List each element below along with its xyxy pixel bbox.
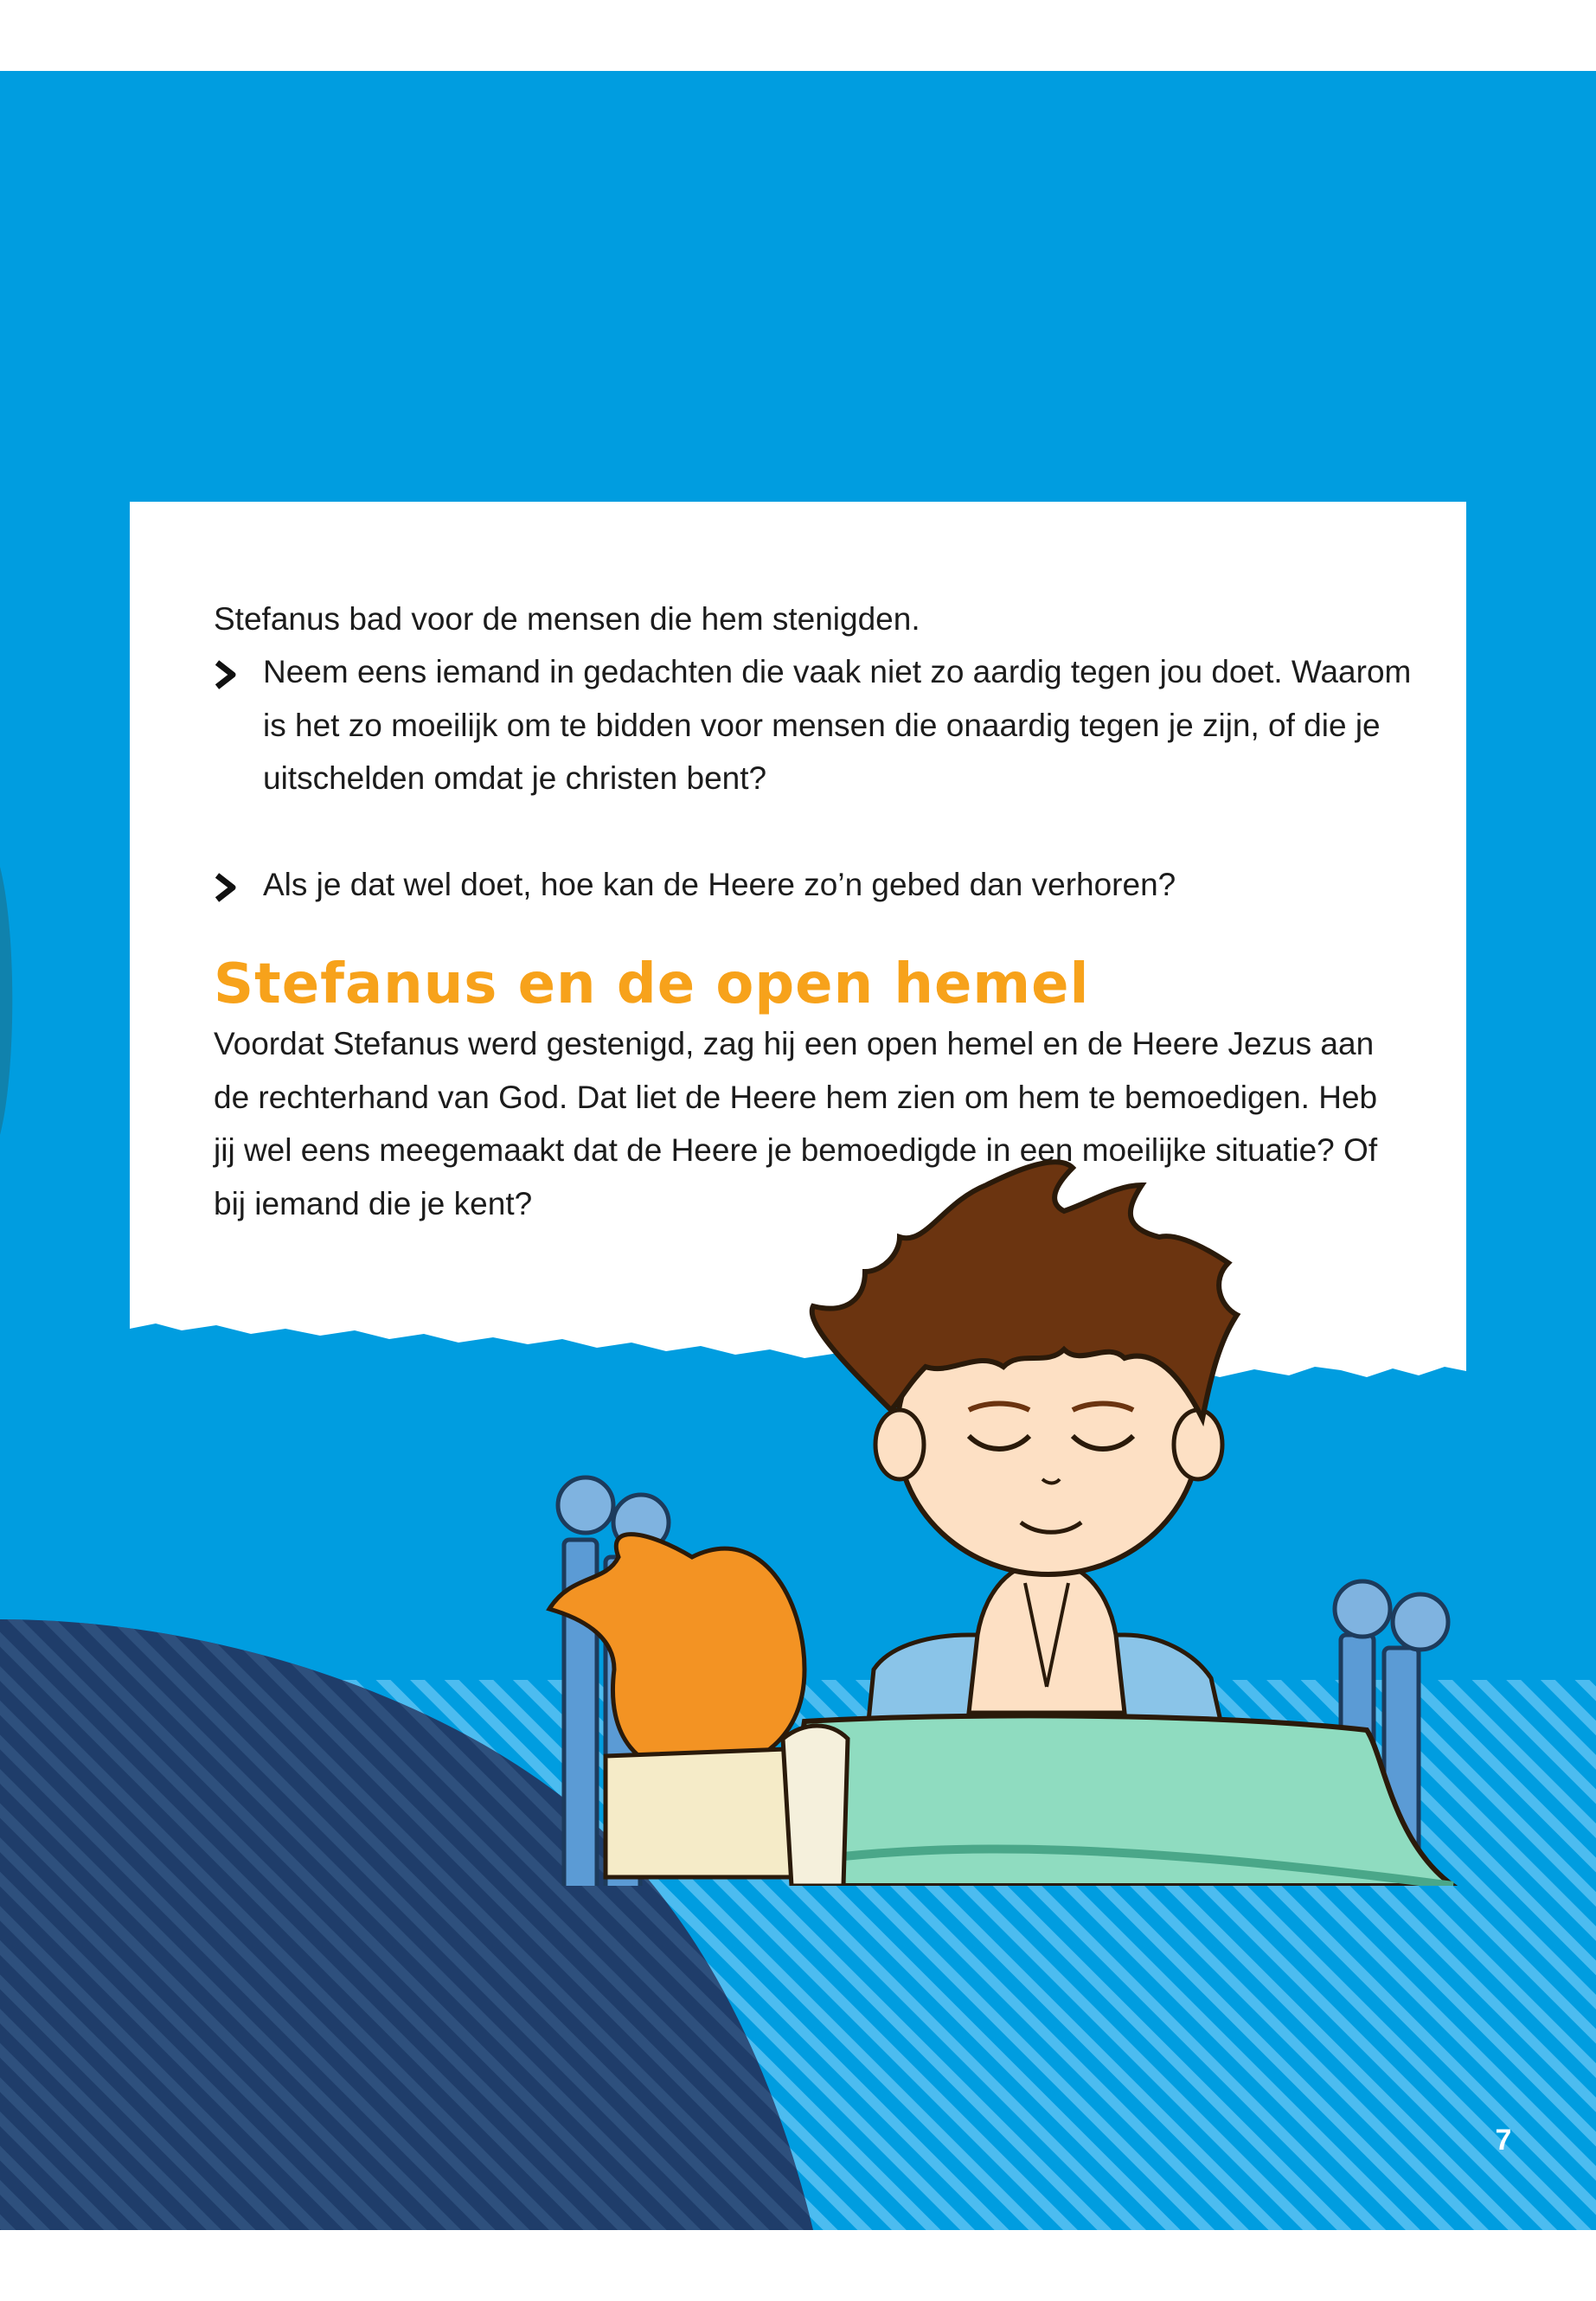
question-item <box>214 645 1425 805</box>
praying-hands <box>969 1564 1125 1713</box>
question-item <box>214 858 1425 912</box>
question-text: Als je dat wel doet, hoe kan de Heere zo’n gebed dan verhoren? <box>263 867 1176 902</box>
page-number: 7 <box>1495 2124 1512 2157</box>
section-heading: Stefanus en de open hemel <box>214 952 1090 1016</box>
question-text: Neem eens iemand in gedachten die vaak niet zo aardig tegen jou doet. Waarom is het zo moeilijk om te bidden voor mensen die onaardig tegen je zijn, of die je uitschelden omdat je christen bent? <box>263 654 1412 796</box>
intro-text: Stefanus bad voor de mensen die hem stenigden. <box>214 601 920 637</box>
chevron-right-icon <box>214 872 240 903</box>
bedspread <box>798 1715 1453 1886</box>
chevron-right-icon <box>214 659 240 690</box>
praying-boy-illustration <box>519 1150 1488 1886</box>
section-paragraph: Voordat Stefanus werd gestenigd, zag hij een open hemel en de Heere Jezus aan de rechterhand van God. Dat liet de Heere hem zien om hem te bemoedigen. Heb jij wel eens meegemaakt dat de Heere je bemoedigde in een moeilijke situatie? Of bij iemand die je kent? <box>214 1026 1378 1221</box>
